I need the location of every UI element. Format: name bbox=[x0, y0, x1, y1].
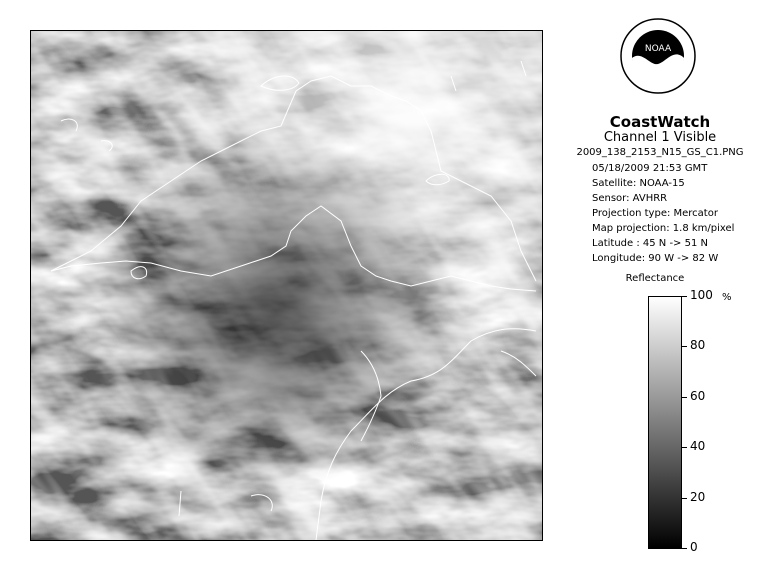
satellite-label: Satellite: NOAA-15 bbox=[592, 178, 685, 189]
colorbar-tick-mark bbox=[682, 397, 687, 398]
colorbar-tick-label: 0 bbox=[690, 540, 698, 554]
colorbar-title: Reflectance bbox=[625, 273, 685, 284]
noaa-logo bbox=[620, 18, 696, 94]
colorbar-tick-label: 20 bbox=[690, 489, 706, 504]
longitude-label: Longitude: 90 W -> 82 W bbox=[592, 253, 719, 264]
channel-subtitle: Channel 1 Visible bbox=[603, 130, 717, 145]
colorbar-unit: % bbox=[722, 292, 732, 303]
colorbar-tick-label: 100 bbox=[690, 288, 713, 302]
image-filename: 2009_138_2153_N15_GS_C1.PNG bbox=[576, 147, 744, 158]
latitude-label: Latitude : 45 N -> 51 N bbox=[592, 238, 708, 249]
map-projection-label: Map projection: 1.8 km/pixel bbox=[592, 223, 735, 234]
projection-type-label: Projection type: Mercator bbox=[592, 208, 718, 219]
colorbar-tick-label: 40 bbox=[690, 439, 706, 454]
datetime-label: 05/18/2009 21:53 GMT bbox=[592, 163, 708, 174]
colorbar-tick-mark bbox=[682, 296, 687, 297]
colorbar-tick-mark bbox=[682, 548, 687, 549]
satellite-image bbox=[30, 30, 543, 541]
colorbar-tick-mark bbox=[682, 346, 687, 347]
colorbar-tick-mark bbox=[682, 498, 687, 499]
app-title: CoastWatch bbox=[609, 113, 711, 131]
sensor-label: Sensor: AVHRR bbox=[592, 193, 668, 204]
colorbar-tick-label: 60 bbox=[690, 388, 706, 403]
colorbar-tick-label: 80 bbox=[690, 338, 706, 353]
colorbar-tick-mark bbox=[682, 447, 687, 448]
logo-center-text: NOAA bbox=[644, 44, 672, 54]
colorbar bbox=[648, 296, 682, 549]
